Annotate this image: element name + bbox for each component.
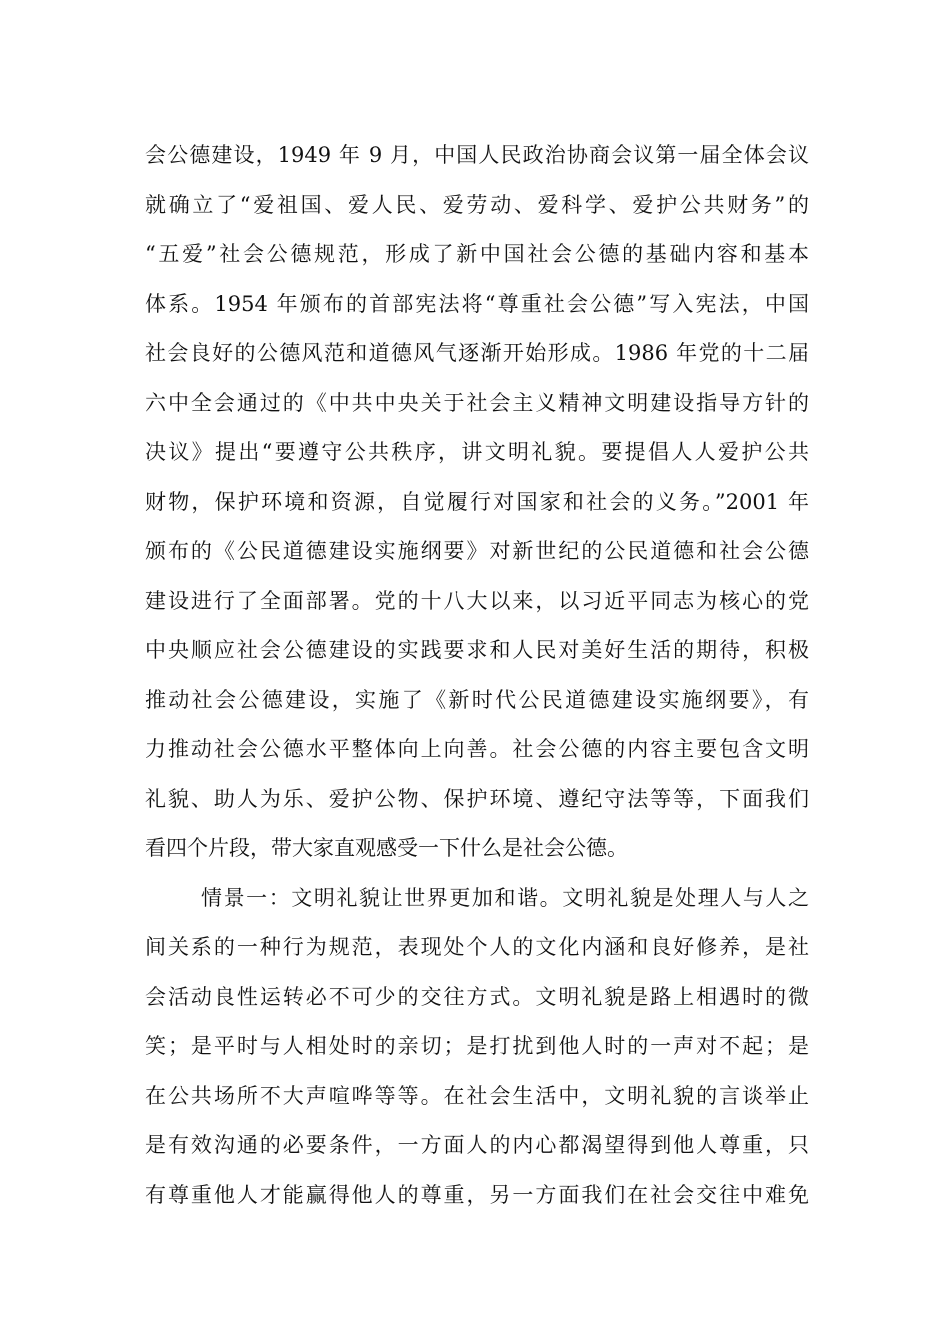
text-line: 看四个片段，带大家直观感受一下什么是社会公德。 [145,836,628,860]
text-line: 建设进行了全面部署。党的十八大以来，以习近平同志为核心的党 [145,588,809,613]
text-line: 力推动社会公德水平整体向上向善。社会公德的内容主要包含文明 [145,737,809,761]
document-body [145,131,809,1220]
text-line: 社会良好的公德风范和道德风气逐渐开始形成。1986 年党的十二届 [145,341,809,365]
text-line: 就确立了“爱祖国、爱人民、爱劳动、爱科学、爱护公共财务”的 [145,192,809,217]
text-line: 决议》提出“要遵守公共秩序，讲文明礼貌。要提倡人人爱护公共 [145,440,809,464]
text-line: 是有效沟通的必要条件，一方面人的内心都渴望得到他人尊重，只 [145,1133,809,1157]
text-line: 中央顺应社会公德建设的实践要求和人民对美好生活的期待，积极 [145,638,809,662]
text-line: 有尊重他人才能赢得他人的尊重，另一方面我们在社会交往中难免 [145,1182,809,1207]
text-line: 体系。1954 年颁布的首部宪法将“尊重社会公德”写入宪法，中国 [145,291,809,316]
text-line: 情景一：文明礼貌让世界更加和谐。文明礼貌是处理人与人之 [201,885,809,910]
text-line: 笑；是平时与人相处时的亲切；是打扰到他人时的一声对不起；是 [145,1034,809,1058]
text-line: 间关系的一种行为规范，表现处个人的文化内涵和良好修养，是社 [145,935,809,959]
text-line: 礼貌、助人为乐、爱护公物、保护环境、遵纪守法等等，下面我们 [145,786,809,811]
text-line: 财物，保护环境和资源，自觉履行对国家和社会的义务。”2001 年 [145,489,809,514]
text-line: 推动社会公德建设，实施了《新时代公民道德建设实施纲要》，有 [145,687,809,712]
text-line: “五爱”社会公德规范，形成了新中国社会公德的基础内容和基本 [145,242,809,266]
text-line: 会活动良性运转必不可少的交往方式。文明礼貌是路上相遇时的微 [145,984,809,1009]
text-line: 颁布的《公民道德建设实施纲要》对新世纪的公民道德和社会公德 [145,539,809,563]
text-line: 在公共场所不大声喧哗等等。在社会生活中，文明礼貌的言谈举止 [145,1083,809,1108]
text-line: 会公德建设，1949 年 9 月，中国人民政治协商会议第一届全体会议 [145,143,809,167]
text-line: 六中全会通过的《中共中央关于社会主义精神文明建设指导方针的 [145,390,809,415]
